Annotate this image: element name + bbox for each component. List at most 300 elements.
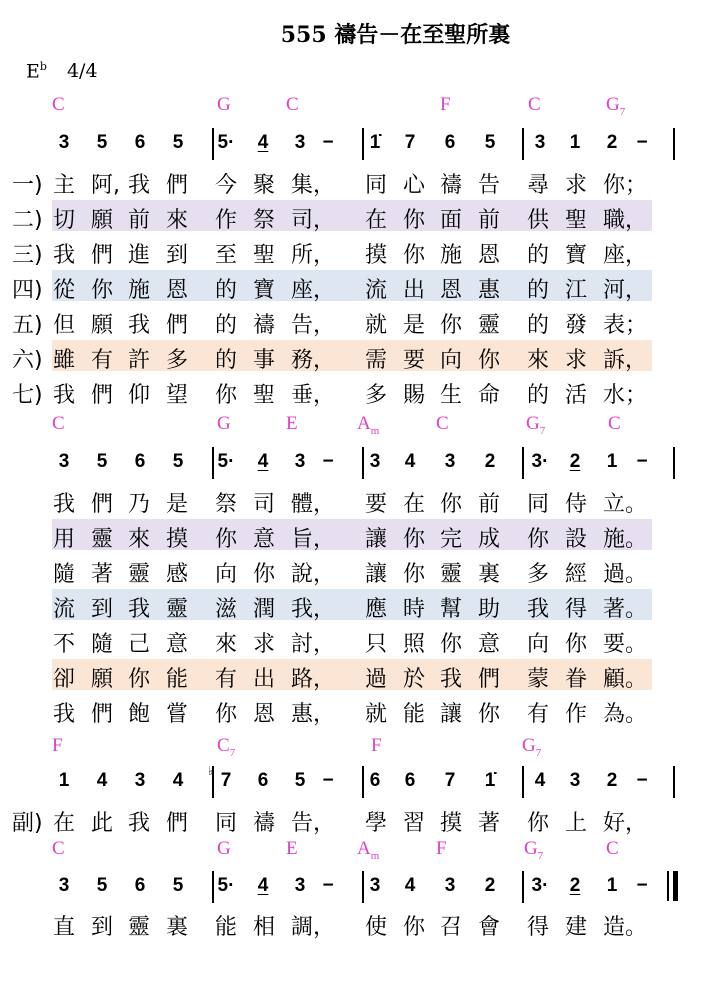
chord-root: G: [526, 413, 540, 434]
lyric-char: 們: [166, 811, 189, 836]
lyric-char: 的: [215, 313, 238, 338]
note: 4: [404, 451, 416, 472]
lyric-char: 惠: [478, 278, 501, 303]
lyric-char: 許: [128, 348, 151, 373]
lyric-char: 只: [365, 632, 388, 657]
lyric-char: 摸: [365, 243, 388, 268]
lyric-char: 流: [53, 597, 76, 622]
lyric-char: 你: [403, 243, 426, 268]
lyric-char: 路，: [291, 667, 336, 692]
chord-root: G: [217, 94, 231, 115]
lyric-char: 尋: [527, 173, 550, 198]
lyric-char: 得: [565, 597, 588, 622]
note: −: [636, 451, 648, 472]
lyric-char: 向: [215, 562, 238, 587]
lyric-char: 要: [365, 492, 388, 517]
lyric-char: 務，: [291, 348, 336, 373]
note: 7: [220, 770, 232, 791]
lyric-char: 前: [478, 492, 501, 517]
chord-symbol: [526, 413, 545, 437]
chord-symbol: [436, 838, 447, 860]
barline: [673, 128, 675, 160]
lyric-char: 能: [403, 702, 426, 727]
chord-symbol: [436, 413, 449, 435]
lyric-char: 們: [166, 313, 189, 338]
note: 1: [569, 132, 581, 153]
lyric-char: 上: [565, 811, 588, 836]
lyric-char: 我: [440, 667, 463, 692]
note: −: [636, 770, 648, 791]
lyric-char: 來: [527, 348, 550, 373]
lyric-char: 心: [403, 173, 426, 198]
lyric-char: 你: [440, 492, 463, 517]
lyric-char: 在: [53, 811, 76, 836]
note: 1: [606, 451, 618, 472]
lyric-char: 垂，: [291, 383, 336, 408]
lyric-char: 施。: [603, 527, 648, 552]
lyric-char: 惠，: [291, 702, 336, 727]
barline: [673, 766, 675, 798]
note: −: [322, 875, 334, 896]
lyric-char: 的: [527, 278, 550, 303]
chord-quality: 7: [535, 746, 542, 759]
lyric-char: 望: [166, 383, 189, 408]
lyric-char: 著: [91, 562, 114, 587]
chord-symbol: [528, 94, 541, 116]
lyric-char: 幫: [440, 597, 463, 622]
key-signature: [26, 60, 98, 82]
chord-root: C: [286, 94, 299, 115]
lyric-char: 從: [53, 278, 76, 303]
note: 3: [444, 451, 456, 472]
lyric-char: 你: [91, 278, 114, 303]
lyric-char: 的: [527, 383, 550, 408]
lyric-char: 不: [53, 632, 76, 657]
note: 7: [444, 770, 456, 791]
note: 1̇: [369, 132, 381, 153]
note: 1: [606, 875, 618, 896]
lyric-char: 你: [527, 811, 550, 836]
lyric-char: 是: [166, 492, 189, 517]
chord-symbol: [606, 838, 619, 860]
lyric-char: 所，: [291, 243, 336, 268]
lyric-char: 我: [128, 597, 151, 622]
notation-row: [0, 132, 707, 162]
note: −: [636, 875, 648, 896]
note: 3·: [531, 451, 549, 472]
lyric-char: 作: [565, 702, 588, 727]
note: 4: [257, 451, 269, 472]
lyric-char: 助: [478, 597, 501, 622]
lyric-char: 需: [365, 348, 388, 373]
lyric-char: 司，: [291, 208, 336, 233]
barline: [362, 766, 364, 798]
note: 3: [58, 875, 70, 896]
chord-symbol: [440, 94, 451, 116]
note: 3: [534, 132, 546, 153]
lyric-char: 討，: [291, 632, 336, 657]
chord-symbol: [606, 94, 625, 118]
notation-row: [0, 764, 707, 800]
lyric-char: 聚: [253, 173, 276, 198]
chord-root: C: [606, 838, 619, 859]
chord-symbol: [217, 735, 235, 759]
note: 4: [96, 770, 108, 791]
lyric-char: 來: [166, 208, 189, 233]
lyric-char: 集，: [291, 173, 336, 198]
lyric-char: 來: [128, 527, 151, 552]
lyric-char: 過。: [603, 562, 648, 587]
lyric-char: 好，: [603, 811, 648, 836]
lyric-char: 供: [527, 208, 550, 233]
lyric-char: 乃: [128, 492, 151, 517]
lyric-char: 隨: [91, 632, 114, 657]
barline: [212, 128, 214, 160]
lyric-char: 眷: [565, 667, 588, 692]
lyric-char: 們: [91, 383, 114, 408]
lyric-char: 你: [128, 667, 151, 692]
lyric-char: 潤: [253, 597, 276, 622]
lyric-char: 禱: [253, 313, 276, 338]
lyric-char: 使: [365, 915, 388, 940]
lyric-char: 你: [215, 702, 238, 727]
lyric-char: 摸: [166, 527, 189, 552]
chord-quality: 7: [539, 424, 546, 437]
lyric-char: 旨，: [291, 527, 336, 552]
note: 5: [96, 451, 108, 472]
lyric-char: 在: [403, 492, 426, 517]
time-signature: 4/4: [66, 60, 98, 83]
barline: [673, 447, 675, 479]
note: 6: [134, 875, 146, 896]
lyric-char: 卻: [53, 667, 76, 692]
chord-root: C: [52, 838, 65, 859]
chord-symbol: [286, 94, 299, 116]
note: 5: [294, 770, 306, 791]
note: 7: [404, 132, 416, 153]
chord-quality: 7: [537, 849, 544, 862]
lyric-char: 你: [403, 527, 426, 552]
verse-number: 一): [12, 173, 43, 198]
lyric-char: 面: [440, 208, 463, 233]
chord-symbol: [357, 413, 379, 437]
lyric-char: 前: [128, 208, 151, 233]
lyric-char: 同: [365, 173, 388, 198]
lyric-char: 們: [166, 173, 189, 198]
note: 5: [172, 451, 184, 472]
lyric-char: 此: [91, 811, 114, 836]
lyric-char: 立。: [603, 492, 648, 517]
chord-root: G: [606, 94, 620, 115]
lyric-char: 能: [166, 667, 189, 692]
lyric-char: 求: [565, 348, 588, 373]
lyric-char: 侍: [565, 492, 588, 517]
lyric-char: 我: [128, 811, 151, 836]
lyric-char: 我: [53, 702, 76, 727]
chord-quality: m: [370, 849, 380, 862]
lyric-char: 顧。: [603, 667, 648, 692]
note: 2: [484, 451, 496, 472]
lyric-char: 我: [128, 173, 151, 198]
lyric-char: 應: [365, 597, 388, 622]
lyric-char: 是: [403, 313, 426, 338]
note: 6: [369, 770, 381, 791]
lyric-char: 進: [128, 243, 151, 268]
lyric-char: 有: [215, 667, 238, 692]
chord-quality: 7: [229, 746, 236, 759]
lyric-char: 河，: [603, 278, 648, 303]
lyric-char: 禱: [440, 173, 463, 198]
lyric-char: 們: [91, 243, 114, 268]
lyric-char: 願: [91, 208, 114, 233]
verse-number: 七): [12, 383, 43, 408]
lyric-char: 的: [215, 278, 238, 303]
lyric-char: 作: [215, 208, 238, 233]
chord-root: G: [217, 413, 231, 434]
lyric-char: 靈: [128, 562, 151, 587]
lyric-char: 祭: [253, 208, 276, 233]
lyric-char: 恩: [440, 278, 463, 303]
lyric-char: 的: [215, 348, 238, 373]
barline: [522, 447, 524, 479]
lyric-char: 嘗: [166, 702, 189, 727]
lyric-char: 建: [565, 915, 588, 940]
lyric-char: 讓: [365, 527, 388, 552]
note: 2: [569, 875, 581, 896]
lyric-char: 訴，: [603, 348, 648, 373]
chord-symbol: [52, 735, 63, 757]
note: 3·: [531, 875, 549, 896]
lyric-char: 你: [403, 208, 426, 233]
lyric-char: 靈: [440, 562, 463, 587]
lyric-char: 的: [527, 243, 550, 268]
note: 5: [96, 875, 108, 896]
lyric-char: 我，: [291, 597, 336, 622]
chord-root: C: [436, 413, 449, 434]
barline: [522, 766, 524, 798]
key-letter: E: [26, 60, 40, 83]
lyric-char: 召: [440, 915, 463, 940]
lyric-char: 聖: [253, 383, 276, 408]
lyric-char: 能: [215, 915, 238, 940]
chord-root: C: [52, 413, 65, 434]
verse-number: 三): [12, 243, 43, 268]
lyric-char: 告，: [291, 811, 336, 836]
lyric-char: 賜: [403, 383, 426, 408]
lyric-char: 裏: [478, 562, 501, 587]
lyric-char: 們: [91, 492, 114, 517]
chord-root: C: [528, 94, 541, 115]
lyric-char: 過: [365, 667, 388, 692]
verse-number: 六): [12, 348, 43, 373]
lyric-char: 完: [440, 527, 463, 552]
lyric-char: 多: [527, 562, 550, 587]
lyric-char: 施: [440, 243, 463, 268]
chord-root: F: [52, 735, 63, 756]
lyric-char: 同: [215, 811, 238, 836]
lyric-char: 體，: [291, 492, 336, 517]
chord-quality: 7: [619, 105, 626, 118]
lyric-char: 時: [403, 597, 426, 622]
lyric-char: 事: [253, 348, 276, 373]
note: 6: [134, 132, 146, 153]
lyric-char: 就: [365, 313, 388, 338]
lyric-char: 用: [53, 527, 76, 552]
lyric-char: 我: [53, 492, 76, 517]
lyric-char: 雖: [53, 348, 76, 373]
lyric-char: 你: [403, 562, 426, 587]
lyric-char: 飽: [128, 702, 151, 727]
lyric-char: 為。: [603, 702, 648, 727]
note: 6: [257, 770, 269, 791]
lyric-char: 出: [253, 667, 276, 692]
lyric-char: 活: [565, 383, 588, 408]
lyric-char: 恩: [253, 702, 276, 727]
lyric-char: 我: [53, 243, 76, 268]
chord-root: G: [217, 838, 231, 859]
lyric-char: 己: [128, 632, 151, 657]
note: 5: [96, 132, 108, 153]
note: 3: [294, 875, 306, 896]
lyric-char: 經: [565, 562, 588, 587]
lyric-char: 同: [527, 492, 550, 517]
lyric-char: 禱: [253, 811, 276, 836]
lyric-char: 施: [128, 278, 151, 303]
notation-row: [0, 875, 707, 905]
note: 3: [569, 770, 581, 791]
note: 3: [294, 451, 306, 472]
note: 5: [172, 875, 184, 896]
chord-root: F: [371, 735, 382, 756]
lyric-char: 前: [478, 208, 501, 233]
lyric-char: 蒙: [527, 667, 550, 692]
lyric-char: 你: [215, 383, 238, 408]
lyric-char: 造。: [603, 915, 648, 940]
lyric-char: 寶: [565, 243, 588, 268]
lyric-char: 寶: [253, 278, 276, 303]
barline: [522, 128, 524, 160]
note: 2: [484, 875, 496, 896]
lyric-char: 切: [53, 208, 76, 233]
note: 4: [257, 875, 269, 896]
lyric-char: 座，: [291, 278, 336, 303]
note: 5: [172, 132, 184, 153]
note: 5·: [217, 875, 235, 896]
barline: [362, 128, 364, 160]
lyric-char: 你: [253, 562, 276, 587]
lyric-char: 感: [166, 562, 189, 587]
note: 4: [404, 875, 416, 896]
lyric-char: 多: [365, 383, 388, 408]
lyric-char: 你: [440, 632, 463, 657]
note: 5·: [217, 132, 235, 153]
chord-symbol: [52, 94, 65, 116]
verse-number: 五): [12, 313, 43, 338]
lyric-char: 我: [527, 597, 550, 622]
verse-number: 四): [12, 278, 43, 303]
note: 4: [257, 132, 269, 153]
note: 3: [369, 875, 381, 896]
note: −: [322, 451, 334, 472]
lyric-char: 就: [365, 702, 388, 727]
note: 3: [444, 875, 456, 896]
lyric-char: 職，: [603, 208, 648, 233]
lyric-char: 座，: [603, 243, 648, 268]
notation-row: [0, 451, 707, 481]
lyric-char: 習: [403, 811, 426, 836]
lyric-char: 意: [478, 632, 501, 657]
lyric-char: 靈: [128, 915, 151, 940]
lyric-char: 要。: [603, 632, 648, 657]
note: 3: [369, 451, 381, 472]
lyric-char: 直: [53, 915, 76, 940]
note: 4: [172, 770, 184, 791]
lyric-char: 著: [478, 811, 501, 836]
lyric-char: 告，: [291, 313, 336, 338]
lyric-char: 意: [166, 632, 189, 657]
note: 6: [134, 451, 146, 472]
lyric-char: 得: [527, 915, 550, 940]
lyric-char: 有: [91, 348, 114, 373]
key-accidental: b: [39, 60, 47, 73]
lyric-char: 聖: [565, 208, 588, 233]
lyric-char: 你: [478, 348, 501, 373]
final-barline-thick: [673, 871, 678, 901]
chord-symbol: [522, 735, 541, 759]
lyric-char: 滋: [215, 597, 238, 622]
lyric-char: 發: [565, 313, 588, 338]
barline: [212, 871, 214, 903]
lyric-char: 設: [565, 527, 588, 552]
lyric-char: 告: [478, 173, 501, 198]
lyric-char: 靈: [478, 313, 501, 338]
lyric-char: 但: [53, 313, 76, 338]
note: 5·: [217, 451, 235, 472]
lyric-char: 向: [440, 348, 463, 373]
lyric-char: 裏: [166, 915, 189, 940]
lyric-char: 你: [565, 632, 588, 657]
chord-root: F: [440, 94, 451, 115]
lyric-char: 生: [440, 383, 463, 408]
lyric-char: 聖: [253, 243, 276, 268]
lyric-char: 水；: [603, 383, 648, 408]
note: 2: [606, 132, 618, 153]
lyric-char: 成: [478, 527, 501, 552]
chord-symbol: [286, 413, 298, 435]
barline: [212, 447, 214, 479]
lyric-char: 我: [128, 313, 151, 338]
chord-root: G: [522, 735, 536, 756]
lyric-char: 說，: [291, 562, 336, 587]
note: 2: [606, 770, 618, 791]
lyric-char: 主: [53, 173, 76, 198]
lyric-char: 命: [478, 383, 501, 408]
lyric-char: 司: [253, 492, 276, 517]
verse-number: 二): [12, 208, 43, 233]
lyric-char: 江: [565, 278, 588, 303]
lyric-char: 到: [166, 243, 189, 268]
note: −: [322, 132, 334, 153]
chord-root: G: [524, 838, 538, 859]
chord-symbol: [52, 838, 65, 860]
lyric-char: 祭: [215, 492, 238, 517]
lyric-char: 你: [440, 313, 463, 338]
lyric-char: 你: [215, 527, 238, 552]
lyric-char: 會: [478, 915, 501, 940]
chord-root: F: [436, 838, 447, 859]
lyric-char: 恩: [478, 243, 501, 268]
chord-symbol: [217, 94, 231, 116]
